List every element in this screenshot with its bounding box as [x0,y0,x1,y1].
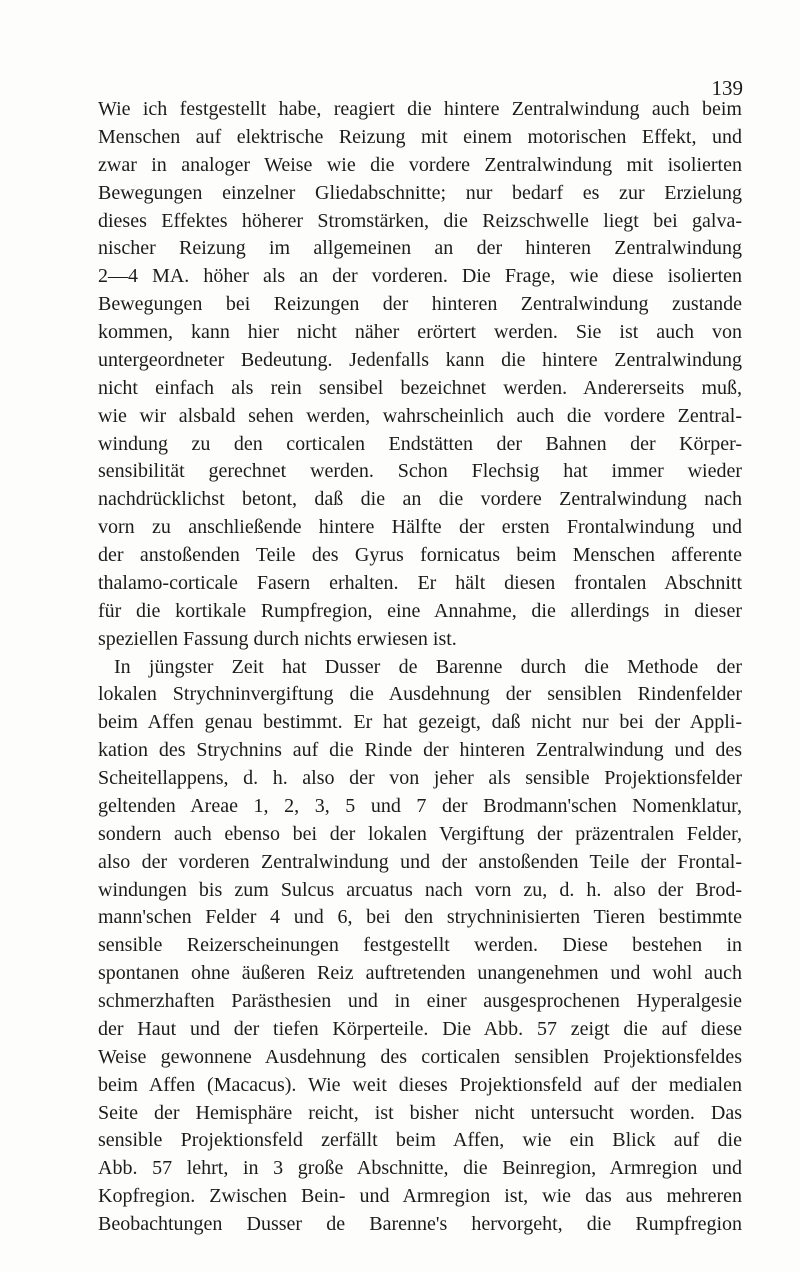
text-line: der Haut und der tiefen Körperteile. Die Abb. 57 zeigt die auf diese [98,1017,742,1040]
text-line: 2—4 MA. höher als an der vorderen. Die Frage, wie diese isolierten [98,265,742,288]
text-line: nischer Reizung im allgemeinen an der hinteren Zentralwindung [98,237,742,260]
text-line: windung zu den corticalen Endstätten der Bahnen der Körper- [98,432,742,455]
text-line: sensible Projektionsfeld zerfällt beim Affen, wie ein Blick auf die [98,1129,742,1152]
text-line: Wie ich festgestellt habe, reagiert die hintere Zentralwindung auch beim [98,98,742,120]
body-text [98,96,742,1239]
text-line: kation des Strychnins auf die Rinde der hinteren Zentralwindung und des [98,739,742,762]
text-line: untergeordneter Bedeutung. Jedenfalls kann die hintere Zentralwindung [98,348,742,371]
text-line: wie wir alsbald sehen werden, wahrscheinlich auch die vordere Zentral- [98,404,742,427]
text-line: lokalen Strychninvergiftung die Ausdehnung der sensiblen Rindenfelder [98,683,742,706]
text-line: sensibilität gerechnet werden. Schon Flechsig hat immer wieder [98,460,742,483]
text-line: sondern auch ebenso bei der lokalen Vergiftung der präzentralen Felder, [98,822,742,845]
text-line: der anstoßenden Teile des Gyrus fornicatus beim Menschen afferente [98,544,742,566]
text-line: Bewegungen bei Reizungen der hinteren Zentralwindung zustande [98,293,742,316]
text-line: nachdrücklichst betont, daß die an die vordere Zentralwindung nach [98,488,742,511]
text-line: für die kortikale Rumpfregion, eine Annahme, die allerdings in dieser [98,599,742,622]
text-line: kommen, kann hier nicht näher erörtert werden. Sie ist auch von [98,321,742,343]
text-line: geltenden Areae 1, 2, 3, 5 und 7 der Brodmann'schen Nomenklatur, [98,794,742,817]
text-line: Abb. 57 lehrt, in 3 große Abschnitte, die Beinregion, Armregion und [98,1157,742,1180]
text-line: Bewegungen einzelner Gliedabschnitte; nur bedarf es zur Erzielung [98,181,742,204]
text-line: schmerzhaften Parästhesien und in einer ausgesprochenen Hyperalgesie [98,990,742,1012]
text-line: Seite der Hemisphäre reicht, ist bisher nicht untersucht worden. Das [98,1101,742,1124]
text-line: mann'schen Felder 4 und 6, bei den strychninisierten Tieren bestimmte [98,906,742,929]
text-line: Menschen auf elektrische Reizung mit einem motorischen Effekt, und [98,125,742,148]
text-line: spontanen ohne äußeren Reiz auftretenden unangenehmen und wohl auch [98,962,742,985]
page-number: 139 [711,76,743,100]
text-line: In jüngster Zeit hat Dusser de Barenne durch die Methode der [114,655,742,678]
text-line: sensible Reizerscheinungen festgestellt werden. Diese bestehen in [98,934,742,957]
text-line: nicht einfach als rein sensibel bezeichnet werden. Andererseits muß, [98,376,742,399]
text-line: thalamo-corticale Fasern erhalten. Er hält diesen frontalen Abschnitt [98,571,742,594]
text-line: also der vorderen Zentralwindung und der anstoßenden Teile der Frontal- [98,850,742,873]
text-line: vorn zu anschließende hintere Hälfte der ersten Frontalwindung und [98,516,742,539]
text-line: Beobachtungen Dusser de Barenne's hervorgeht, die Rumpfregion [98,1213,742,1235]
text-line: speziellen Fassung durch nichts erwiesen ist. [98,627,457,650]
text-line: Kopfregion. Zwischen Bein- und Armregion ist, wie das aus mehreren [98,1185,742,1208]
text-line: beim Affen (Macacus). Wie weit dieses Projektionsfeld auf der medialen [98,1073,742,1096]
text-line: Scheitellappens, d. h. also der von jeher als sensible Projektionsfelder [98,767,742,789]
text-line: windungen bis zum Sulcus arcuatus nach vorn zu, d. h. also der Brod- [98,878,742,901]
text-line: dieses Effektes höherer Stromstärken, die Reizschwelle liegt bei galva- [98,209,742,232]
text-line: zwar in analoger Weise wie die vordere Zentralwindung mit isolierten [98,153,742,176]
text-line: Weise gewonnene Ausdehnung des corticalen sensiblen Projektionsfeldes [98,1045,742,1068]
text-line: beim Affen genau bestimmt. Er hat gezeigt, daß nicht nur bei der Appli- [98,711,742,734]
